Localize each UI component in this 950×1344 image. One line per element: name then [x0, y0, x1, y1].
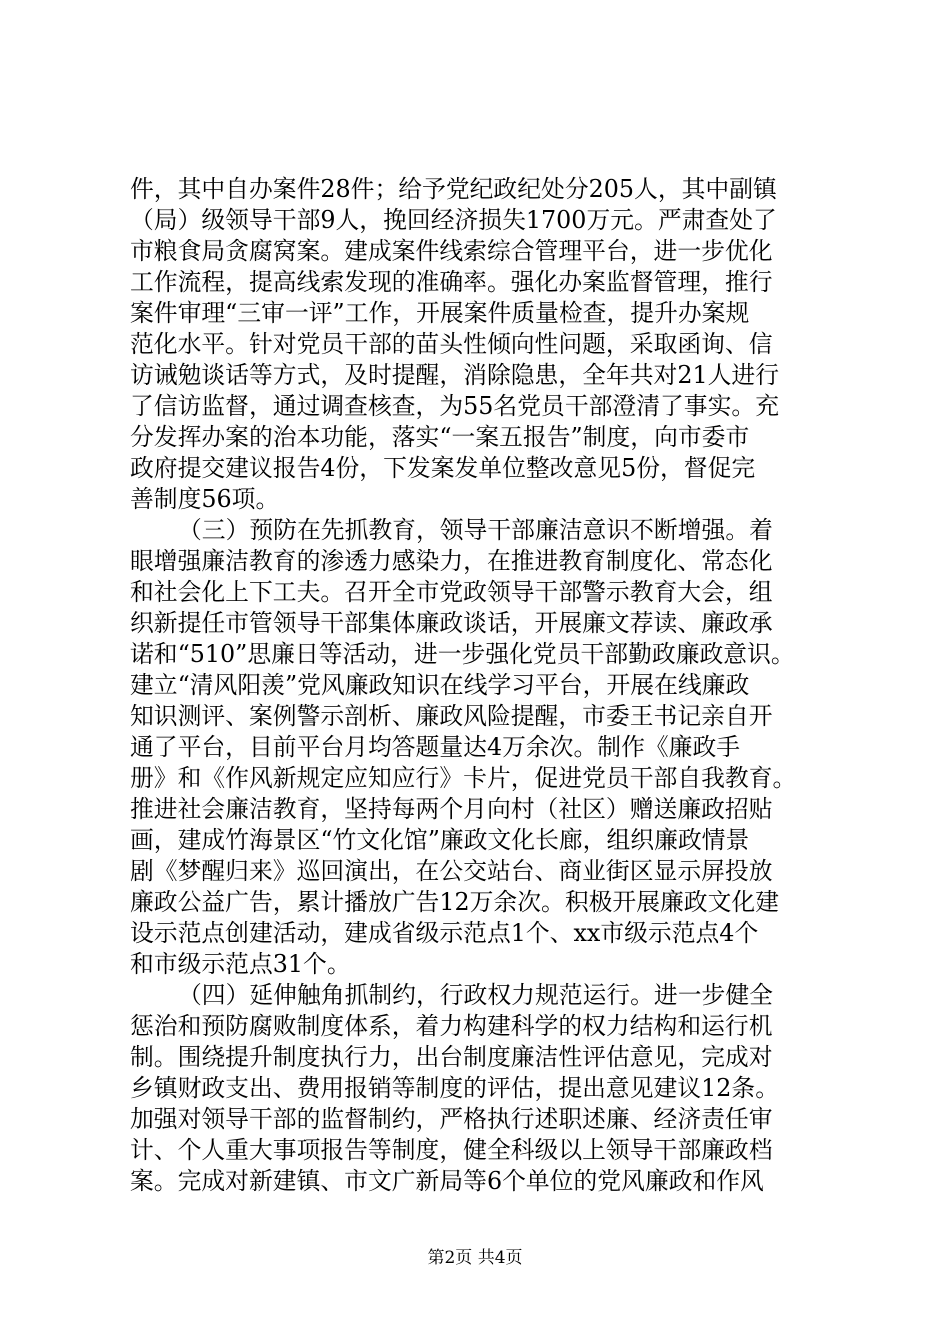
text-line: 工作流程，提高线索发现的准确率。强化办案监督管理，推行 [130, 268, 773, 296]
text-line: 加强对领导干部的监督制约，严格执行述职述廉、经济责任审 [130, 1105, 773, 1133]
text-line: 市粮食局贪腐窝案。建成案件线索综合管理平台，进一步优化 [130, 237, 773, 265]
text-line: 知识测评、案例警示剖析、廉政风险提醒，市委王书记亲自开 [130, 702, 773, 730]
body-text [130, 174, 827, 1197]
text-line: （局）级领导干部9人，挽回经济损失1700万元。严肃查处了 [130, 206, 777, 234]
text-line: 制。围绕提升制度执行力，出台制度廉洁性评估意见，完成对 [130, 1043, 773, 1071]
text-line: 惩治和预防腐败制度体系，着力构建科学的权力结构和运行机 [130, 1012, 773, 1040]
text-line: 计、个人重大事项报告等制度，健全科级以上领导干部廉政档 [130, 1136, 773, 1164]
text-line: 通了平台，目前平台月均答题量达4万余次。制作《廉政手 [130, 733, 741, 761]
page-number-footer: 第2页 共4页 [427, 1248, 523, 1268]
text-line: 范化水平。针对党员干部的苗头性倾向性问题，采取函询、信 [130, 330, 773, 358]
text-line: 政府提交建议报告4份，下发案发单位整改意见5份，督促完 [130, 454, 756, 482]
text-line: 件，其中自办案件28件；给予党纪政纪处分205人，其中副镇 [130, 175, 777, 203]
text-line: 案件审理“三审一评”工作，开展案件质量检查，提升办案规 [130, 299, 750, 327]
text-line: 案。完成对新建镇、市文广新局等6个单位的党风廉政和作风 [130, 1167, 764, 1195]
text-line: 画，建成竹海景区“竹文化馆”廉政文化长廊，组织廉政情景 [130, 826, 750, 854]
section-heading-line: （四）延伸触角抓制约，行政权力规范运行。进一步健全 [178, 981, 773, 1009]
text-line: 乡镇财政支出、费用报销等制度的评估，提出意见建议12条。 [130, 1074, 779, 1102]
text-line: 和市级示范点31个。 [130, 950, 351, 978]
text-line: 册》和《作风新规定应知应行》卡片，促进党员干部自我教育。 [130, 764, 797, 792]
text-line: 织新提任市管领导干部集体廉政谈话，开展廉文荐读、廉政承 [130, 609, 773, 637]
text-line: 诺和“510”思廉日等活动，进一步强化党员干部勤政廉政意识。 [130, 640, 795, 668]
text-line: 访诫勉谈话等方式，及时提醒，消除隐患，全年共对21人进行 [130, 361, 779, 389]
section-heading-line: （三）预防在先抓教育，领导干部廉洁意识不断增强。着 [178, 516, 773, 544]
text-line: 廉政公益广告，累计播放广告12万余次。积极开展廉政文化建 [130, 888, 779, 916]
text-line: 剧《梦醒归来》巡回演出，在公交站台、商业街区显示屏投放 [130, 857, 773, 885]
text-line: 推进社会廉洁教育，坚持每两个月向村（社区）赠送廉政招贴 [130, 795, 773, 823]
text-line: 善制度56项。 [130, 485, 280, 513]
text-line: 眼增强廉洁教育的渗透力感染力，在推进教育制度化、常态化 [130, 547, 773, 575]
text-line: 建立“清风阳羡”党风廉政知识在线学习平台，开展在线廉政 [130, 671, 750, 699]
text-line: 设示范点创建活动，建成省级示范点1个、xx市级示范点4个 [130, 919, 759, 947]
text-line: 分发挥办案的治本功能，落实“一案五报告”制度，向市委市 [130, 423, 750, 451]
text-line: 和社会化上下工夫。召开全市党政领导干部警示教育大会，组 [130, 578, 773, 606]
text-line: 了信访监督，通过调查核查，为55名党员干部澄清了事实。充 [130, 392, 779, 420]
